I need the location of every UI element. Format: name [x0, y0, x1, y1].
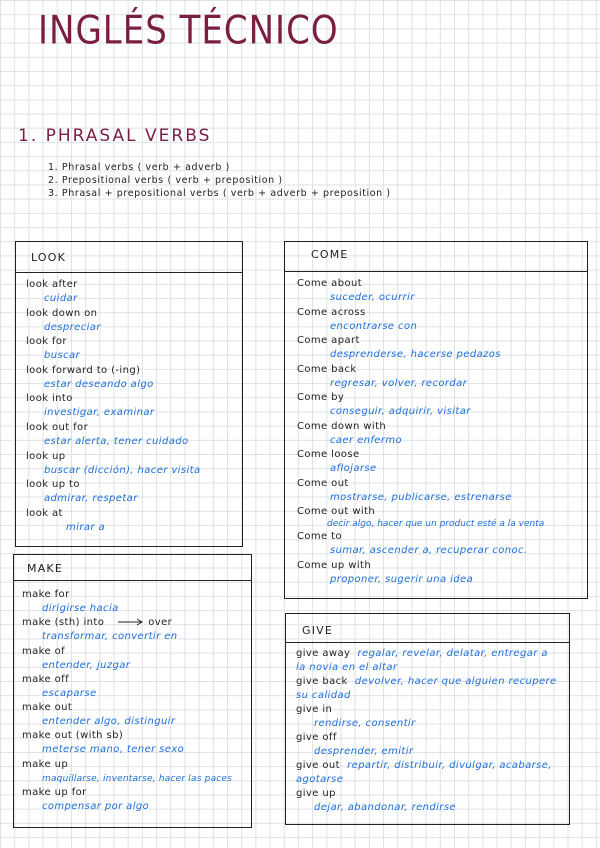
- list-item: [297, 505, 587, 530]
- list-item: [297, 420, 587, 449]
- list-item: [297, 363, 587, 392]
- list-item: [296, 703, 569, 731]
- give-entries: [286, 643, 569, 815]
- list-item: [26, 335, 242, 364]
- verb: Come by: [297, 392, 345, 403]
- verb: make for: [22, 589, 70, 600]
- verb-text: give out: [296, 760, 340, 771]
- verb: Come to: [297, 531, 343, 542]
- meaning: aflojarse: [330, 463, 377, 474]
- meaning: entender, juzgar: [42, 659, 131, 671]
- list-item: [297, 306, 587, 335]
- give-box: [285, 613, 570, 825]
- verb-text: give away: [296, 648, 351, 659]
- meaning: dirigirse hacia: [42, 603, 119, 614]
- meaning: estar deseando algo: [44, 378, 154, 390]
- list-item: [22, 673, 251, 701]
- look-box-header: LOOK: [16, 242, 242, 273]
- list-item: [22, 729, 251, 757]
- list-item: [26, 364, 242, 393]
- look-box: [15, 241, 243, 547]
- list-item: [26, 507, 242, 536]
- list-item: [22, 588, 251, 616]
- list-item: [296, 675, 569, 703]
- list-item: [296, 787, 569, 815]
- verb: look up to: [26, 479, 80, 491]
- meaning: buscar (dicción), hacer visita: [44, 464, 201, 476]
- list-item: [26, 392, 242, 421]
- give-box-header: GIVE: [286, 614, 569, 643]
- meaning: repartir, distribuir, divulgar, acabarse, agotarse: [296, 760, 552, 785]
- verb: Come out with: [297, 506, 376, 517]
- meaning: dejar, abandonar, rendirse: [314, 802, 456, 813]
- meaning: desprender, emitir: [314, 746, 414, 757]
- verb: look into: [26, 393, 73, 405]
- verb: Come out: [297, 477, 349, 489]
- arrow-right-icon: [118, 618, 144, 626]
- meaning: suceder, ocurrir: [330, 292, 415, 303]
- list-item: [297, 277, 587, 306]
- page-title: INGLÉS TÉCNICO: [38, 8, 339, 54]
- meaning: transformar, convertir en: [42, 631, 178, 643]
- verb: Come up with: [297, 559, 372, 571]
- verb: Come apart: [297, 335, 360, 346]
- verb-types-list: [48, 161, 391, 200]
- meaning: admirar, respetar: [44, 493, 138, 505]
- meaning: proponer, sugerir una idea: [330, 573, 474, 585]
- meaning: encontrarse con: [330, 320, 418, 332]
- meaning: rendirse, consentir: [314, 718, 416, 729]
- meaning: buscar: [44, 350, 81, 362]
- verb: Come about: [297, 278, 363, 289]
- verb: Come down with: [297, 420, 387, 432]
- list-item: [26, 421, 242, 450]
- verb: give in: [296, 704, 333, 715]
- list-item: [297, 530, 587, 559]
- meaning: compensar por algo: [42, 801, 150, 813]
- verb: give off: [296, 732, 337, 743]
- meaning: mostrarse, publicarse, estrenarse: [330, 491, 512, 503]
- meaning: cuidar: [44, 293, 78, 304]
- verb-type-item: 2. Prepositional verbs ( verb + preposition ): [48, 175, 283, 186]
- verb: look for: [26, 336, 67, 348]
- verb: look after: [26, 279, 78, 290]
- verb: make off: [22, 673, 69, 685]
- list-item: [296, 647, 569, 675]
- verb-text: make (sth) into: [22, 617, 105, 629]
- verb: make out (with sb): [22, 730, 124, 742]
- verb: look down on: [26, 307, 98, 319]
- verb: [296, 759, 558, 787]
- verb: [296, 675, 558, 703]
- meaning: entender algo, distinguir: [42, 716, 176, 728]
- list-item: [297, 559, 587, 588]
- meaning: conseguir, adquirir, visitar: [330, 406, 471, 417]
- list-item: [297, 448, 587, 477]
- verb: [296, 647, 558, 675]
- list-item: [26, 307, 242, 336]
- verb: make out: [22, 702, 73, 714]
- look-entries: [16, 273, 242, 535]
- verb-text: give back: [296, 676, 348, 687]
- meaning: decir algo, hacer que un product esté a la venta: [327, 519, 545, 529]
- list-item: [26, 450, 242, 479]
- list-item: [22, 701, 251, 729]
- list-item: [296, 731, 569, 759]
- meaning: maquillarse, inventarse, hacer las paces: [42, 773, 233, 784]
- list-item: [26, 278, 242, 307]
- list-item: [296, 759, 569, 787]
- meaning: escaparse: [42, 687, 97, 699]
- list-item: [22, 758, 251, 786]
- verb: make up: [22, 758, 69, 770]
- meaning: investigar, examinar: [44, 407, 155, 419]
- verb: look out for: [26, 421, 89, 433]
- list-item: [297, 477, 587, 506]
- meaning: meterse mano, tener sexo: [42, 744, 185, 756]
- meaning: desprenderse, hacerse pedazos: [330, 349, 501, 360]
- verb: look up: [26, 450, 66, 462]
- verb-type-item: 3. Phrasal + prepositional verbs ( verb + adverb + preposition ): [48, 188, 391, 199]
- section-heading: 1. PHRASAL VERBS: [18, 126, 212, 146]
- make-entries: [14, 581, 251, 814]
- verb: give up: [296, 788, 336, 799]
- meaning: regalar, revelar, delatar, entregar a la novia en el altar: [296, 648, 548, 673]
- list-item: [26, 478, 242, 507]
- come-box-header: COME: [285, 242, 587, 272]
- meaning: sumar, ascender a, recuperar conoc.: [330, 545, 528, 556]
- meaning: estar alerta, tener cuidado: [44, 435, 189, 447]
- list-item: [297, 391, 587, 420]
- list-item: [22, 786, 251, 814]
- verb: make up for: [22, 787, 87, 799]
- verb: [22, 616, 251, 630]
- come-box: [284, 241, 588, 599]
- verb: Come loose: [297, 449, 360, 460]
- verb: make of: [22, 645, 66, 657]
- meaning: devolver, hacer que alguien recupere su calidad: [296, 676, 557, 701]
- make-box-header: MAKE: [14, 555, 251, 581]
- meaning: mirar a: [66, 521, 105, 533]
- verb-type-item: 1. Phrasal verbs ( verb + adverb ): [48, 162, 230, 173]
- verb: look forward to (-ing): [26, 364, 141, 376]
- meaning: regresar, volver, recordar: [330, 377, 468, 389]
- meaning: despreciar: [44, 321, 101, 333]
- list-item: [22, 616, 251, 644]
- verb: Come back: [297, 363, 357, 375]
- list-item: [297, 334, 587, 363]
- make-box: [13, 554, 252, 828]
- verb: Come across: [297, 306, 366, 318]
- meaning: caer enfermo: [330, 434, 403, 446]
- list-item: [22, 645, 251, 673]
- come-entries: [285, 272, 587, 587]
- verb-text-tail: over: [148, 617, 173, 629]
- verb: look at: [26, 507, 63, 519]
